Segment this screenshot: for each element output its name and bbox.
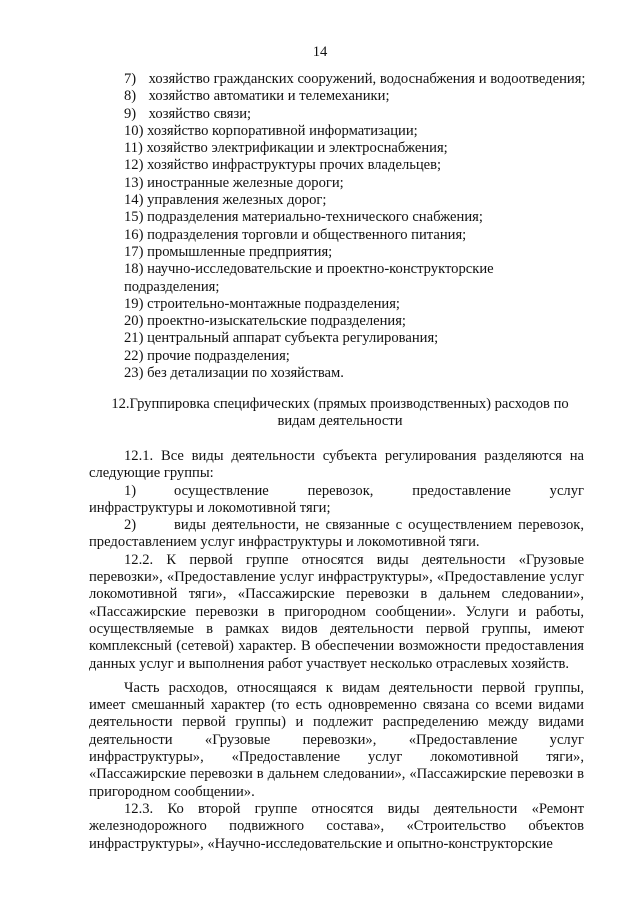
list-item-text: центральный аппарат субъекта регулирования; [147, 330, 439, 347]
list-item-text: промышленные предприятия; [147, 243, 333, 260]
paragraph-12-1: 12.1. Все виды деятельности субъекта регулирования разделяются на следующие группы: [89, 448, 584, 482]
department-list [124, 71, 594, 382]
list-item [124, 348, 594, 365]
group-item-text: осуществление перевозок, предоставление услуг инфраструктуры и локомотивной тяги; [89, 482, 584, 516]
list-item-number: 9) [124, 105, 137, 122]
paragraph-12-2: 12.2. К первой группе относятся виды деятельности «Грузовые перевозки», «Предоставление услуг инфраструктуры», «Предоставление услуг локомотивной тяги», «Пассажирские перевозки в дальнем следовании», «Пассажирские перевозки в пригородном сообщении». Услуги и работы, осуществляемые в рамках видов деятельности первой группы, имеют комплексный (сетевой) характер. В обеспечении возможности предоставления данных услуг и выполнения работ участвует несколько отраслевых хозяйств. [89, 551, 584, 672]
list-item-number: 16) [124, 226, 144, 243]
list-item-text: хозяйство связи; [148, 105, 252, 122]
body-text [89, 448, 584, 853]
group-item-1 [89, 483, 584, 518]
list-item-number: 11) [124, 140, 143, 157]
list-item-number: 23) [124, 365, 144, 382]
list-item-text: управления железных дорог; [147, 192, 327, 209]
list-item-text: хозяйство электрификации и электроснабжения; [146, 140, 448, 157]
list-item-number: 14) [124, 192, 144, 209]
list-item-number: 12) [124, 157, 144, 174]
list-item-text: строительно-монтажные подразделения; [147, 295, 400, 312]
group-item-number: 1) [124, 482, 137, 499]
list-item-text: хозяйство инфраструктуры прочих владельцев; [147, 157, 442, 174]
page-number: 14 [312, 44, 328, 60]
group-item-text: виды деятельности, не связанные с осуществлением перевозок, предоставлением услуг инфраструктуры и локомотивной тяги. [89, 517, 584, 551]
list-item-text: прочие подразделения; [147, 347, 290, 364]
list-item [124, 227, 594, 244]
list-item [124, 106, 594, 123]
list-item [124, 140, 594, 157]
list-item-text: подразделения материально-технического снабжения; [147, 209, 483, 226]
list-item-text: хозяйство гражданских сооружений, водоснабжения и водоотведения; [148, 71, 586, 87]
list-item [124, 192, 594, 209]
list-item-text: научно-исследовательские и проектно-конструкторские подразделения; [124, 261, 494, 295]
list-item [124, 71, 594, 88]
list-item-text: иностранные железные дороги; [147, 174, 344, 191]
list-item-text: без детализации по хозяйствам. [147, 365, 344, 382]
list-item-number: 18) [124, 261, 144, 278]
paragraph-12-3: 12.3. Ко второй группе относятся виды деятельности «Ремонт железнодорожного подвижного состава», «Строительство объектов инфраструктуры», «Научно-исследовательские и опытно-конструкторские [89, 800, 584, 852]
list-item [124, 330, 594, 347]
group-item-number: 2) [124, 517, 137, 534]
list-item-number: 19) [124, 295, 144, 312]
list-item [124, 88, 594, 105]
list-item [124, 123, 594, 140]
section-heading: 12.Группировка специфических (прямых производственных) расходов по видам деятельности [111, 396, 569, 430]
list-item-number: 10) [124, 122, 144, 139]
list-item [124, 365, 594, 382]
list-item [124, 209, 594, 226]
list-item-text: проектно-изыскательские подразделения; [147, 313, 406, 330]
list-item [124, 296, 594, 313]
list-item-number: 7) [124, 71, 137, 87]
list-item-number: 22) [124, 347, 144, 364]
list-item-number: 20) [124, 313, 144, 330]
paragraph-mixed-costs: Часть расходов, относящаяся к видам деятельности первой группы, имеет смешанный характер (то есть одновременно связана со всеми видами деятельности первой группы) и подлежит распределению между видами деятельности «Грузовые перевозки», «Предоставление услуг инфраструктуры», «Предоставление услуг локомотивной тяги», «Пассажирские перевозки в дальнем следовании», «Пассажирские перевозки в пригородном сообщении». [89, 679, 584, 800]
list-item-number: 17) [124, 243, 144, 260]
list-item [124, 157, 594, 174]
list-item-text: хозяйство корпоративной информатизации; [147, 122, 418, 139]
list-item-number: 13) [124, 174, 144, 191]
group-item-2 [89, 517, 584, 552]
list-item [124, 244, 594, 261]
list-item [124, 261, 504, 296]
list-item-number: 21) [124, 330, 144, 347]
list-item-text: хозяйство автоматики и телемеханики; [148, 88, 390, 105]
list-item-text: подразделения торговли и общественного питания; [147, 226, 467, 243]
list-item [124, 313, 594, 330]
list-item-number: 8) [124, 88, 137, 105]
list-item [124, 175, 594, 192]
list-item-number: 15) [124, 209, 144, 226]
